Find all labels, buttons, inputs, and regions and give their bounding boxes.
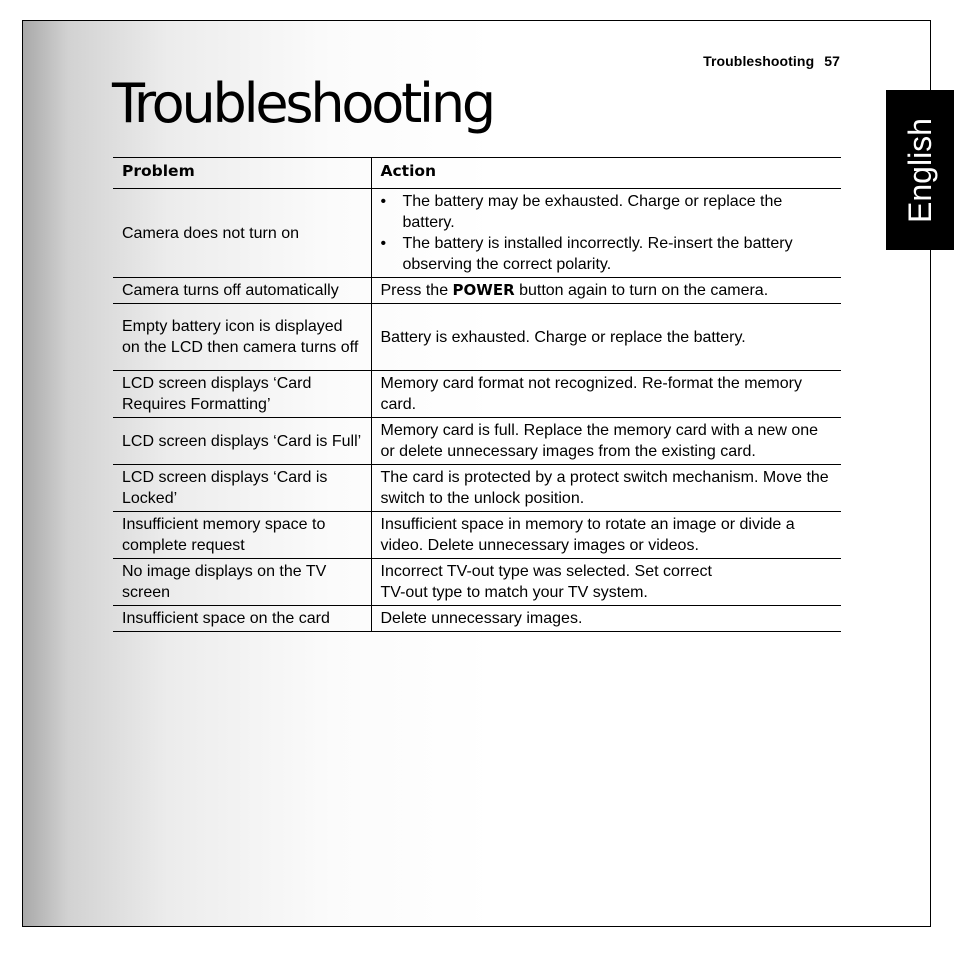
running-title: Troubleshooting [703,53,815,69]
table-row [113,278,841,304]
action-cell: The card is protected by a protect switch mechanism. Move the switch to the unlock position. [371,465,841,512]
problem-cell: Camera turns off automatically [113,278,371,304]
problem-cell: Insufficient memory space to complete request [113,512,371,559]
action-cell: Battery is exhausted. Charge or replace the battery. [371,304,841,371]
table-row [113,189,841,278]
problem-cell: Empty battery icon is displayed on the LCD then camera turns off [113,304,371,371]
table-row [113,371,841,418]
problem-cell: LCD screen displays ‘Card Requires Formatting’ [113,371,371,418]
problem-cell: LCD screen displays ‘Card is Locked’ [113,465,371,512]
problem-cell: Insufficient space on the card [113,606,371,632]
table-row [113,606,841,632]
action-bullet-list [381,191,833,275]
action-bullet: • The battery is installed incorrectly. Re-insert the battery observing the correct polarity. [381,233,833,275]
action-line: Incorrect TV-out type was selected. Set correct [380,563,712,580]
action-text: Press the [380,282,449,299]
table-row [113,512,841,559]
table-row [113,465,841,512]
action-cell: Memory card is full. Replace the memory card with a new one or delete unnecessary images from the existing card. [371,418,841,465]
language-tab [886,90,954,250]
action-text: button again to turn on the camera. [519,282,769,299]
language-tab-label: English [901,117,938,223]
action-cell: Delete unnecessary images. [371,606,841,632]
page-title: Troubleshooting [112,72,493,135]
action-bullet: • The battery may be exhausted. Charge or replace the battery. [381,191,833,233]
problem-cell: LCD screen displays ‘Card is Full’ [113,418,371,465]
column-header-problem: Problem [113,158,371,189]
action-cell [371,278,841,304]
problem-cell: Camera does not turn on [113,189,371,278]
page-number: 57 [824,53,840,69]
table-row [113,418,841,465]
table-row [113,304,841,371]
action-cell [371,189,841,278]
problem-cell: No image displays on the TV screen [113,559,371,606]
table-header-row [113,158,841,189]
table-row [113,559,841,606]
power-button-name: POWER [452,281,515,299]
running-header [703,53,840,69]
action-line: TV-out type to match your TV system. [380,584,648,601]
action-cell: Insufficient space in memory to rotate an image or divide a video. Delete unnecessary images or videos. [371,512,841,559]
action-cell [371,559,841,606]
action-cell: Memory card format not recognized. Re-format the memory card. [371,371,841,418]
column-header-action: Action [371,158,841,189]
troubleshooting-table [113,157,841,632]
